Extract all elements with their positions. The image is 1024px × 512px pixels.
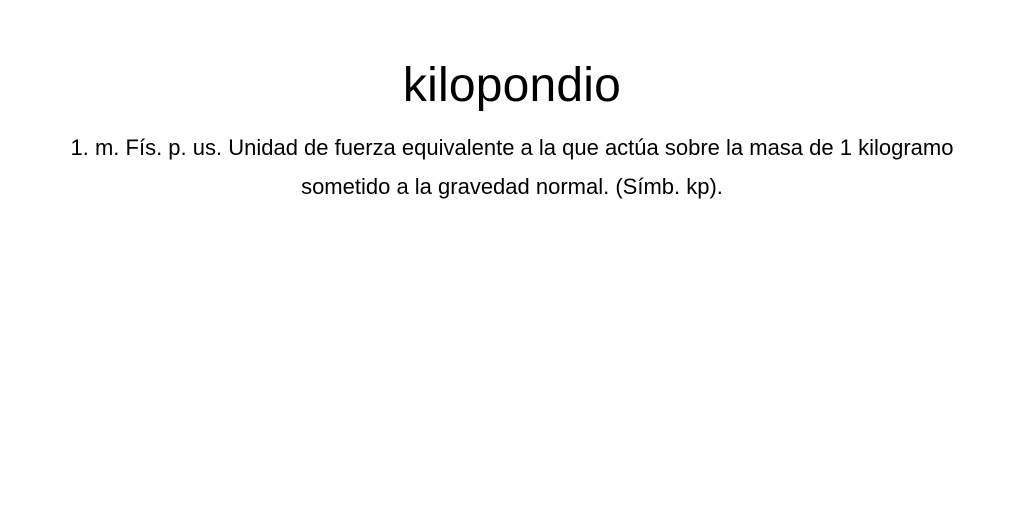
entry-headword: kilopondio — [402, 59, 622, 112]
entry-definition: 1. m. Fís. p. us. Unidad de fuerza equivalente a la que actúa sobre la masa de 1 kilogramo sometido a la gravedad normal. (Símb. kp). — [70, 135, 954, 199]
